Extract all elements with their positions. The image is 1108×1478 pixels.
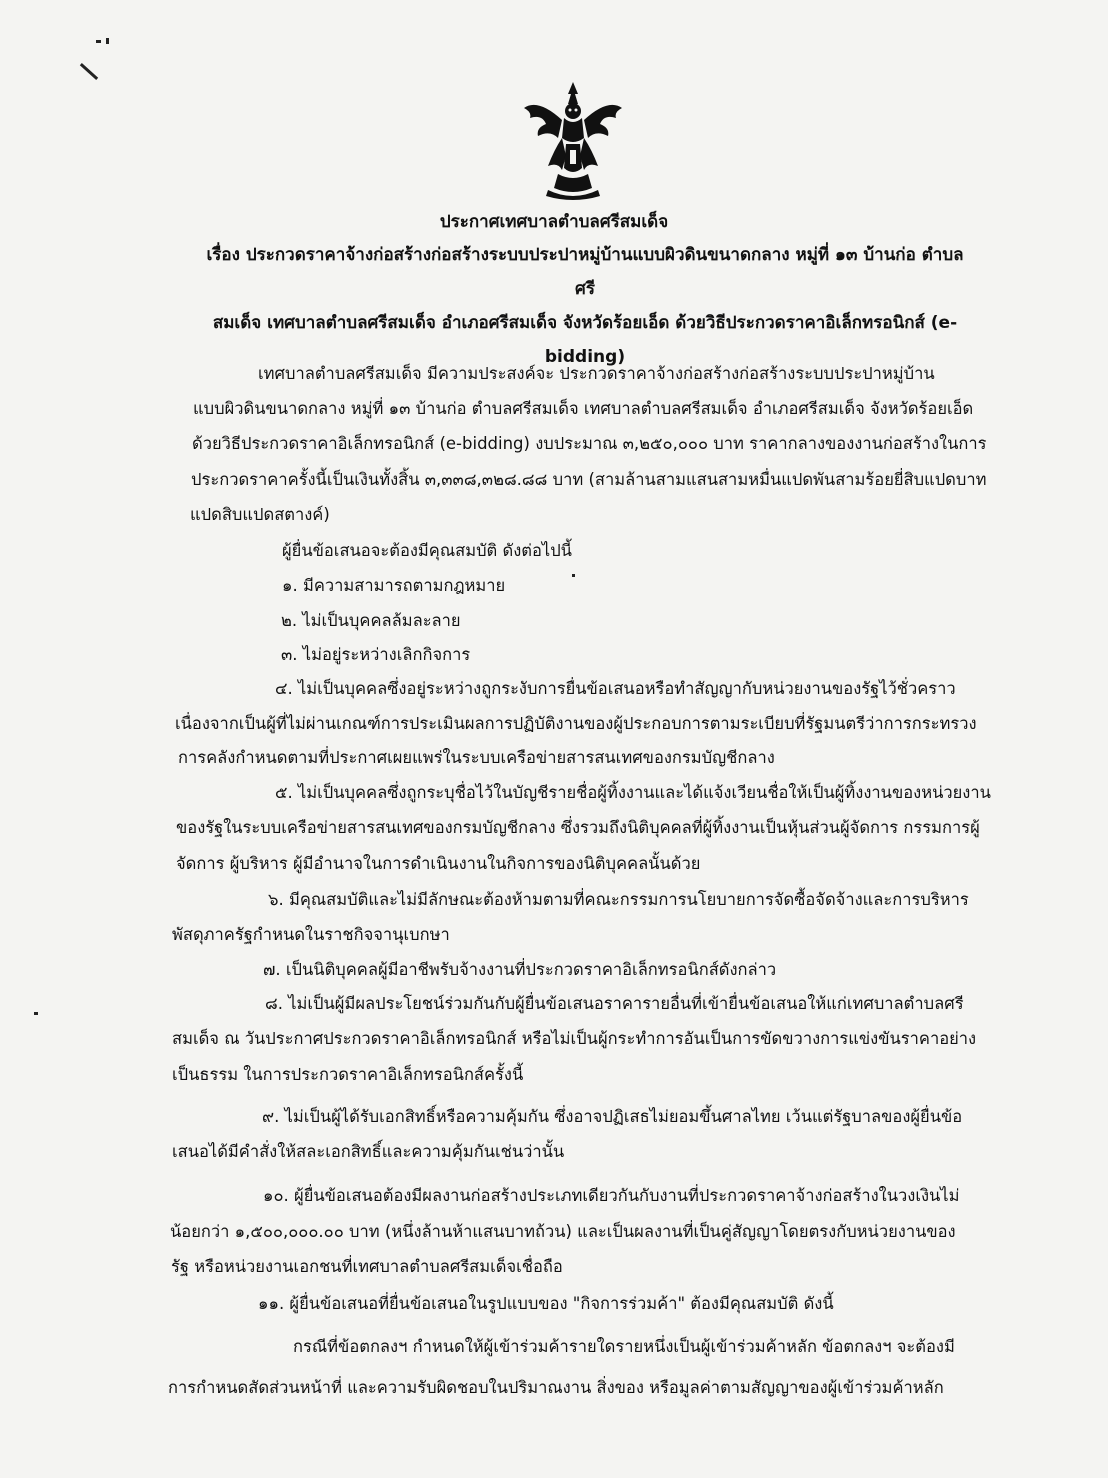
- body-line: น้อยกว่า ๑,๕๐๐,๐๐๐.๐๐ บาท (หนึ่งล้านห้าแสนบาทถ้วน) และเป็นผลงานที่เป็นคู่สัญญาโดยตรงกับหน่วยงานของ: [170, 1222, 956, 1241]
- document-title: ประกาศเทศบาลตำบลศรีสมเด็จ: [439, 212, 669, 232]
- body-line: เทศบาลตำบลศรีสมเด็จ มีความประสงค์จะ ประกวดราคาจ้างก่อสร้างก่อสร้างระบบประปาหมู่บ้าน: [258, 364, 935, 383]
- body-line: ๖. มีคุณสมบัติและไม่มีลักษณะต้องห้ามตามที่คณะกรรมการนโยบายการจัดซื้อจัดจ้างและการบริหาร: [268, 890, 969, 909]
- body-line: แปดสิบแปดสตางค์): [190, 505, 330, 524]
- body-line: กรณีที่ข้อตกลงฯ กำหนดให้ผู้เข้าร่วมค้ารายใดรายหนึ่งเป็นผู้เข้าร่วมค้าหลัก ข้อตกลงฯ จะต้องมี: [293, 1337, 955, 1356]
- document-subject: [200, 238, 970, 374]
- body-line: ๘. ไม่เป็นผู้มีผลประโยชน์ร่วมกันกับผู้ยื่นข้อเสนอราคารายอื่นที่เข้ายื่นข้อเสนอให้แก่เทศบาลตำบลศรี: [265, 994, 964, 1013]
- scan-mark: [80, 63, 98, 80]
- body-line: การกำหนดสัดส่วนหน้าที่ และความรับผิดชอบในปริมาณงาน สิ่งของ หรือมูลค่าตามสัญญาของผู้เข้าร่วมค้าหลัก: [168, 1378, 944, 1397]
- scan-dot: [106, 38, 109, 44]
- scan-dot: [572, 574, 575, 577]
- body-line: สมเด็จ ณ วันประกาศประกวดราคาอิเล็กทรอนิกส์ หรือไม่เป็นผู้กระทำการอันเป็นการขัดขวางการแข่งขันราคาอย่าง: [172, 1029, 977, 1048]
- body-line: แบบผิวดินขนาดกลาง หมู่ที่ ๑๓ บ้านก่อ ตำบลศรีสมเด็จ เทศบาลตำบลศรีสมเด็จ อำเภอศรีสมเด็จ จังหวัดร้อยเอ็ด: [193, 399, 974, 418]
- body-line: ๙. ไม่เป็นผู้ได้รับเอกสิทธิ์หรือความคุ้มกัน ซึ่งอาจปฏิเสธไม่ยอมขึ้นศาลไทย เว้นแต่รัฐบาลของผู้ยื่นข้อ: [262, 1107, 963, 1126]
- garuda-emblem-icon: [518, 78, 628, 202]
- body-line: ๑. มีความสามารถตามกฎหมาย: [282, 576, 506, 595]
- body-line: ๑๐. ผู้ยื่นข้อเสนอต้องมีผลงานก่อสร้างประเภทเดียวกันกับงานที่ประกวดราคาจ้างก่อสร้างในวงเงินไม่: [263, 1186, 960, 1205]
- subject-line: สมเด็จ เทศบาลตำบลศรีสมเด็จ อำเภอศรีสมเด็จ จังหวัดร้อยเอ็ด ด้วยวิธีประกวดราคาอิเล็กทรอนิกส์ (e-: [212, 313, 958, 333]
- body-line: ๗. เป็นนิติบุคคลผู้มีอาชีพรับจ้างงานที่ประกวดราคาอิเล็กทรอนิกส์ดังกล่าว: [263, 960, 777, 979]
- body-line: ๓. ไม่อยู่ระหว่างเลิกกิจการ: [281, 645, 471, 664]
- body-line: จัดการ ผู้บริหาร ผู้มีอำนาจในการดำเนินงานในกิจการของนิติบุคคลนั้นด้วย: [176, 854, 701, 873]
- body-line: เนื่องจากเป็นผู้ที่ไม่ผ่านเกณฑ์การประเมินผลการปฏิบัติงานของผู้ประกอบการตามระเบียบที่รัฐมนตรีว่าการกระทรวง: [175, 714, 977, 733]
- body-line: ๑๑. ผู้ยื่นข้อเสนอที่ยื่นข้อเสนอในรูปแบบของ "กิจการร่วมค้า" ต้องมีคุณสมบัติ ดังนี้: [258, 1294, 834, 1313]
- body-line: เสนอได้มีคำสั่งให้สละเอกสิทธิ์และความคุ้มกันเช่นว่านั้น: [172, 1142, 565, 1161]
- subject-line: เรื่อง ประกวดราคาจ้างก่อสร้างก่อสร้างระบบประปาหมู่บ้านแบบผิวดินขนาดกลาง หมู่ที่ ๑๓ บ้านก่อ ตำบลศรี: [206, 245, 964, 299]
- body-line: ของรัฐในระบบเครือข่ายสารสนเทศของกรมบัญชีกลาง ซึ่งรวมถึงนิติบุคคลที่ผู้ทิ้งงานเป็นหุ้นส่วนผู้จัดการ กรรมการผู้: [176, 818, 980, 837]
- body-line: รัฐ หรือหน่วยงานเอกชนที่เทศบาลตำบลศรีสมเด็จเชื่อถือ: [171, 1257, 563, 1276]
- body-line: ๕. ไม่เป็นบุคคลซึ่งถูกระบุชื่อไว้ในบัญชีรายชื่อผู้ทิ้งงานและได้แจ้งเวียนชื่อให้เป็นผู้ทิ้งงานของหน่วยงาน: [275, 783, 991, 802]
- body-line: ๒. ไม่เป็นบุคคลล้มละลาย: [281, 611, 461, 630]
- scan-dot: [34, 1012, 38, 1015]
- body-line: พัสดุภาครัฐกำหนดในราชกิจจานุเบกษา: [172, 925, 450, 944]
- body-line: ด้วยวิธีประกวดราคาอิเล็กทรอนิกส์ (e-bidding) งบประมาณ ๓,๒๕๐,๐๐๐ บาท ราคากลางของงานก่อสร้างในการ: [192, 434, 987, 453]
- body-line: ประกวดราคาครั้งนี้เป็นเงินทั้งสิ้น ๓,๓๓๘,๓๒๘.๘๘ บาท (สามล้านสามแสนสามหมื่นแปดพันสามร้อยยี่สิบแปดบาท: [191, 470, 987, 489]
- body-line: เป็นธรรม ในการประกวดราคาอิเล็กทรอนิกส์ครั้งนี้: [172, 1065, 524, 1084]
- subject-line: bidding): [544, 347, 626, 367]
- body-line: การคลังกำหนดตามที่ประกาศเผยแพร่ในระบบเครือข่ายสารสนเทศของกรมบัญชีกลาง: [178, 748, 775, 767]
- scan-dot: [96, 40, 101, 43]
- body-line: ๔. ไม่เป็นบุคคลซึ่งอยู่ระหว่างถูกระงับการยื่นข้อเสนอหรือทำสัญญากับหน่วยงานของรัฐไว้ชั่วคราว: [275, 679, 956, 698]
- body-line: ผู้ยื่นข้อเสนอจะต้องมีคุณสมบัติ ดังต่อไปนี้: [282, 541, 572, 560]
